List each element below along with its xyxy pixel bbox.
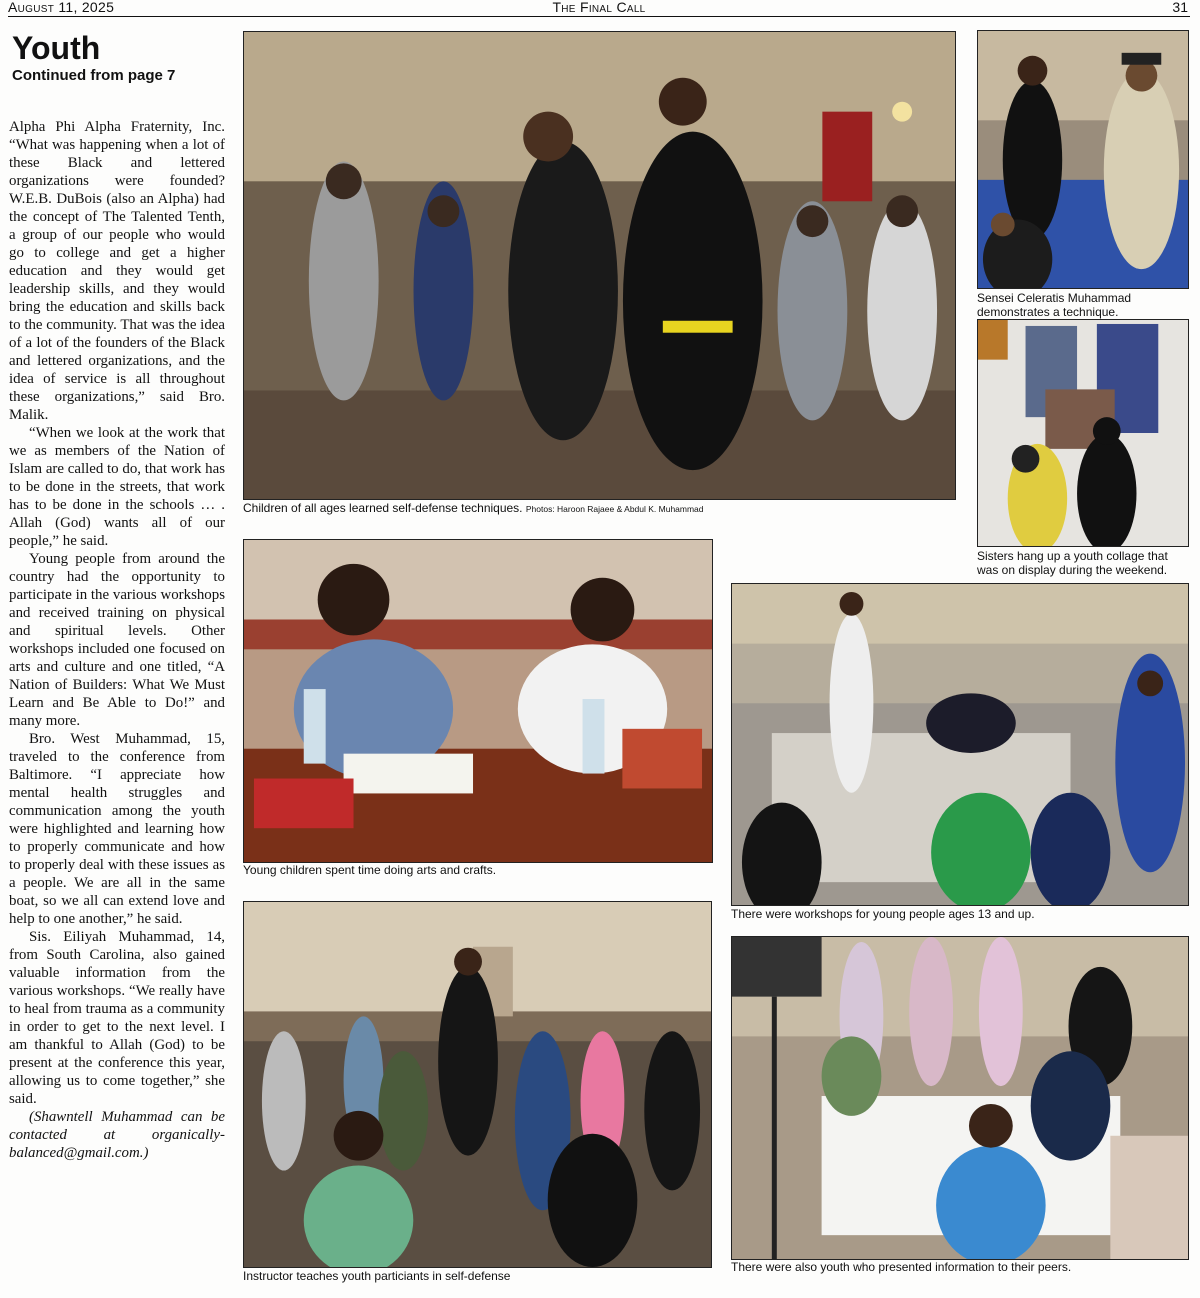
publication-name: The Final Call (552, 0, 646, 15)
caption-collage: Sisters hang up a youth collage that was on display during the weekend. (977, 549, 1168, 577)
photo-sensei (977, 30, 1189, 289)
issue-date: August 11, 2025 (8, 0, 115, 15)
photo-collage (977, 319, 1189, 547)
page-number: 31 (1172, 0, 1188, 15)
photo-workshops-13 (731, 583, 1189, 906)
article-paragraph: Alpha Phi Alpha Fraternity, Inc. “What was happening when a lot of these Black and lettered organizations were founded? W.E.B. DuBois (also an Alpha) had the concept of The Talented Tenth, a group of our people who would go to college and get a higher education and they would get leadership skills, and they would bring the education and skills back to the community. That was the idea of a lot of the founders of the Black and lettered organizations, and the idea of service is all throughout these organizations,” said Bro. Malik. (9, 119, 225, 423)
article-paragraph: Young people from around the country had the opportunity to participate in the various workshops and received training on physical and spiritual levels. Other workshops included one focused on arts and culture and one titled, “A Nation of Builders: What We Must Learn and Be Able to Do!” and many more. (9, 551, 225, 729)
caption-workshops-13: There were workshops for young people ages 13 and up. (731, 907, 1035, 921)
caption-text: Children of all ages learned self-defense techniques. (243, 501, 523, 515)
caption-sensei: Sensei Celeratis Muhammad demonstrates a technique. (977, 291, 1132, 319)
article-paragraph: “When we look at the work that we as members of the Nation of Islam are called to do, that work has to be done in the streets, that work has to be done in the schools … . Allah (God) wants all of our people,” he said. (9, 425, 225, 549)
photo-self-defense-main (243, 31, 956, 500)
caption-presented: There were also youth who presented information to their peers. (731, 1260, 1072, 1274)
caption-self-defense-main (243, 501, 963, 516)
section-title: Youth (12, 30, 101, 66)
author-contact: (Shawntell Muhammad can be contacted at organicallybalanced@gmail.com.) (9, 1109, 225, 1161)
continued-label: Continued from page 7 (12, 67, 176, 84)
article-body (9, 118, 225, 1162)
article-paragraph: Sis. Eiliyah Muhammad, 14, from South Carolina, also gained valuable information from the various workshops. “We really have to heal from trauma as a community in order to get to the next level. I am thankful to Allah (God) to be present at the conference this year, allowing us to come together,” she said. (9, 929, 225, 1107)
page-header (8, 0, 1190, 17)
photo-instructor (243, 901, 712, 1268)
caption-arts-crafts: Young children spent time doing arts and crafts. (243, 863, 497, 877)
photo-credit: Photos: Haroon Rajaee & Abdul K. Muhammad (525, 504, 704, 514)
article-paragraph: Bro. West Muhammad, 15, traveled to the conference from Baltimore. “I appreciate how mental health struggles and communication among the youth were highlighted and learning how to properly communicate and how to properly deal with these issues as a people. We are all in the same boat, so we all can extend love and help to one another,” he said. (9, 731, 225, 927)
photo-presented (731, 936, 1189, 1260)
photo-arts-crafts (243, 539, 713, 863)
caption-instructor: Instructor teaches youth particiants in self-defense (243, 1269, 511, 1283)
